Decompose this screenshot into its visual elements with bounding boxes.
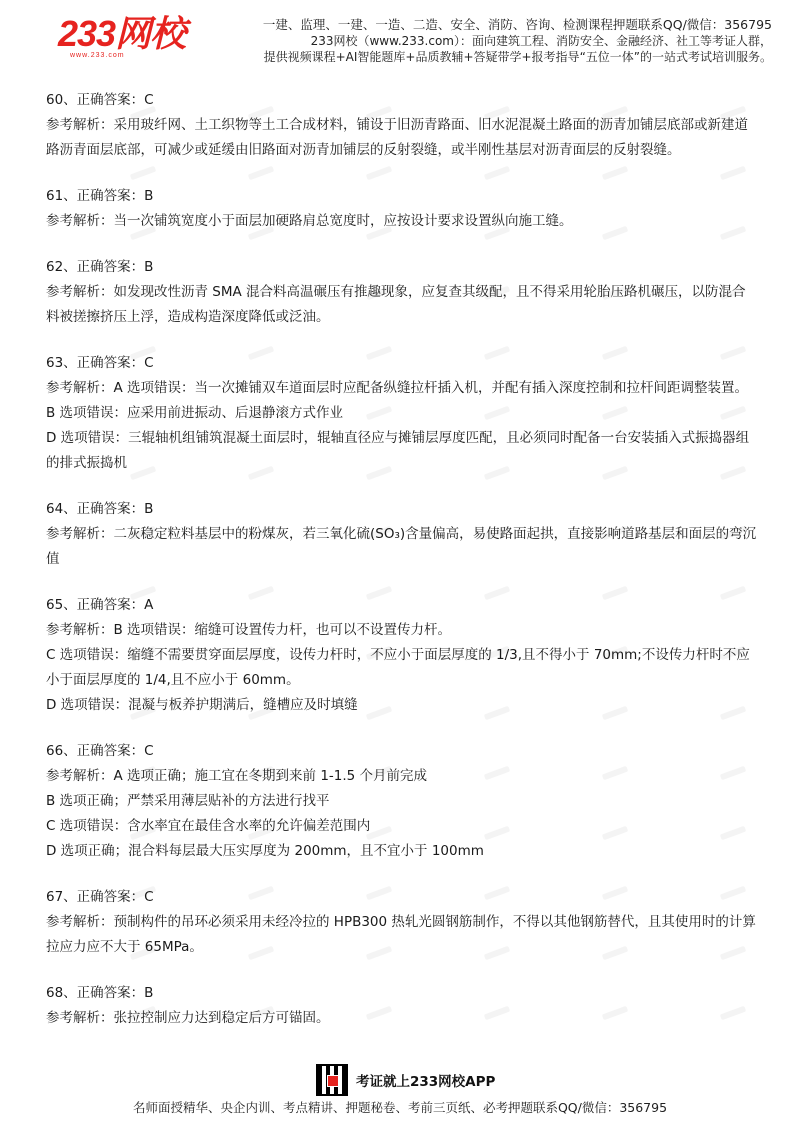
- logo: 233网校: [58, 13, 186, 54]
- logo-subtitle: www.233.com: [70, 52, 125, 59]
- header-services-line: 提供视频课程+AI智能题库+品质教辅+答疑带学+报考指导“五位一体”的一站式考试培训服务。: [263, 50, 772, 64]
- explanation-line: 参考解析：二灰稳定粒料基层中的粉煤灰，若三氧化硫(SO₃)含量偏高，易使路面起拱，直接影响道路基层和面层的弯沉值: [46, 526, 757, 567]
- answer-item: [46, 885, 758, 960]
- answer-heading: 63、正确答案：C: [46, 355, 154, 371]
- app-promo-title[interactable]: 考证就上233网校APP: [356, 1074, 496, 1090]
- answer-item: [46, 593, 758, 718]
- explanation-line: D 选项正确；混合料每层最大压实厚度为 200mm，且不宜小于 100mm: [46, 843, 484, 859]
- explanation-line: 参考解析：预制构件的吊环必须采用未经冷拉的 HPB300 热轧光圆钢筋制作，不得以其他钢筋替代，且其使用时的计算拉应力应不大于 65MPa。: [46, 914, 756, 955]
- explanation-line: D 选项错误：三辊轴机组铺筑混凝土面层时，辊轴直径应与摊铺层厚度匹配，且必须同时配备一台安装插入式振捣器组的排式振捣机: [46, 430, 750, 471]
- explanation-line: 参考解析：当一次铺筑宽度小于面层加硬路肩总宽度时，应按设计要求设置纵向施工缝。: [46, 213, 573, 229]
- answer-heading: 64、正确答案：B: [46, 501, 154, 517]
- answer-heading: 66、正确答案：C: [46, 743, 154, 759]
- answer-heading: 61、正确答案：B: [46, 188, 154, 204]
- explanation-line: B 选项正确；严禁采用薄层贴补的方法进行找平: [46, 793, 330, 809]
- qr-code-icon[interactable]: [316, 1064, 348, 1096]
- explanation-line: C 选项错误：含水率宜在最佳含水率的允许偏差范围内: [46, 818, 371, 834]
- answer-item: [46, 88, 758, 163]
- answer-heading: 68、正确答案：B: [46, 985, 154, 1001]
- answer-item: [46, 351, 758, 476]
- explanation-line: 参考解析：采用玻纤网、土工织物等土工合成材料，铺设于旧沥青路面、旧水泥混凝土路面的沥青加铺层底部或新建道路沥青面层底部，可减少或延缓由旧路面对沥青加铺层的反射裂缝，或半刚性基层对沥青面层的反射裂缝。: [46, 117, 748, 158]
- page-header: [0, 0, 800, 70]
- answer-item: [46, 981, 758, 1031]
- footer-contact-line: 名师面授精华、央企内训、考点精讲、押题秘卷、考前三页纸、必考押题联系QQ/微信：356795: [132, 1100, 668, 1115]
- header-intro-line: 233网校（www.233.com）：面向建筑工程、消防安全、金融经济、社工等考证人群，: [310, 34, 772, 48]
- answer-list: [46, 88, 758, 1052]
- explanation-line: 参考解析：如发现改性沥青 SMA 混合料高温碾压有推趣现象，应复查其级配，且不得采用轮胎压路机碾压，以防混合料被搓擦挤压上浮，造成构造深度降低或泛油。: [46, 284, 746, 325]
- answer-heading: 60、正确答案：C: [46, 92, 154, 108]
- explanation-line: 参考解析：A 选项正确；施工宜在冬期到来前 1-1.5 个月前完成: [46, 768, 428, 784]
- answer-item: [46, 739, 758, 864]
- answer-item: [46, 184, 758, 234]
- explanation-line: 参考解析：B 选项错误：缩缝可设置传力杆，也可以不设置传力杆。: [46, 622, 452, 638]
- explanation-line: D 选项错误：混凝与板养护期满后，缝槽应及时填缝: [46, 697, 358, 713]
- answer-heading: 67、正确答案：C: [46, 889, 154, 905]
- answer-heading: 62、正确答案：B: [46, 259, 154, 275]
- answer-item: [46, 497, 758, 572]
- answer-item: [46, 255, 758, 330]
- answer-heading: 65、正确答案：A: [46, 597, 154, 613]
- explanation-line: 参考解析：张拉控制应力达到稳定后方可锚固。: [46, 1010, 330, 1026]
- explanation-line: C 选项错误：缩缝不需要贯穿面层厚度，设传力杆时，不应小于面层厚度的 1/3,且不得小于 70mm;不设传力杆时不应小于面层厚度的 1/4,且不应小于 60mm。: [46, 647, 750, 688]
- explanation-line: 参考解析：A 选项错误：当一次摊铺双车道面层时应配备纵缝拉杆插入机，并配有插入深度控制和拉杆间距调整装置。: [46, 380, 749, 396]
- header-contact-line: 一建、监理、一建、一造、二造、安全、消防、咨询、检测课程押题联系QQ/微信：356795: [262, 17, 772, 32]
- explanation-line: B 选项错误：应采用前进振动、后退静滚方式作业: [46, 405, 344, 421]
- page-footer: [0, 1060, 800, 1131]
